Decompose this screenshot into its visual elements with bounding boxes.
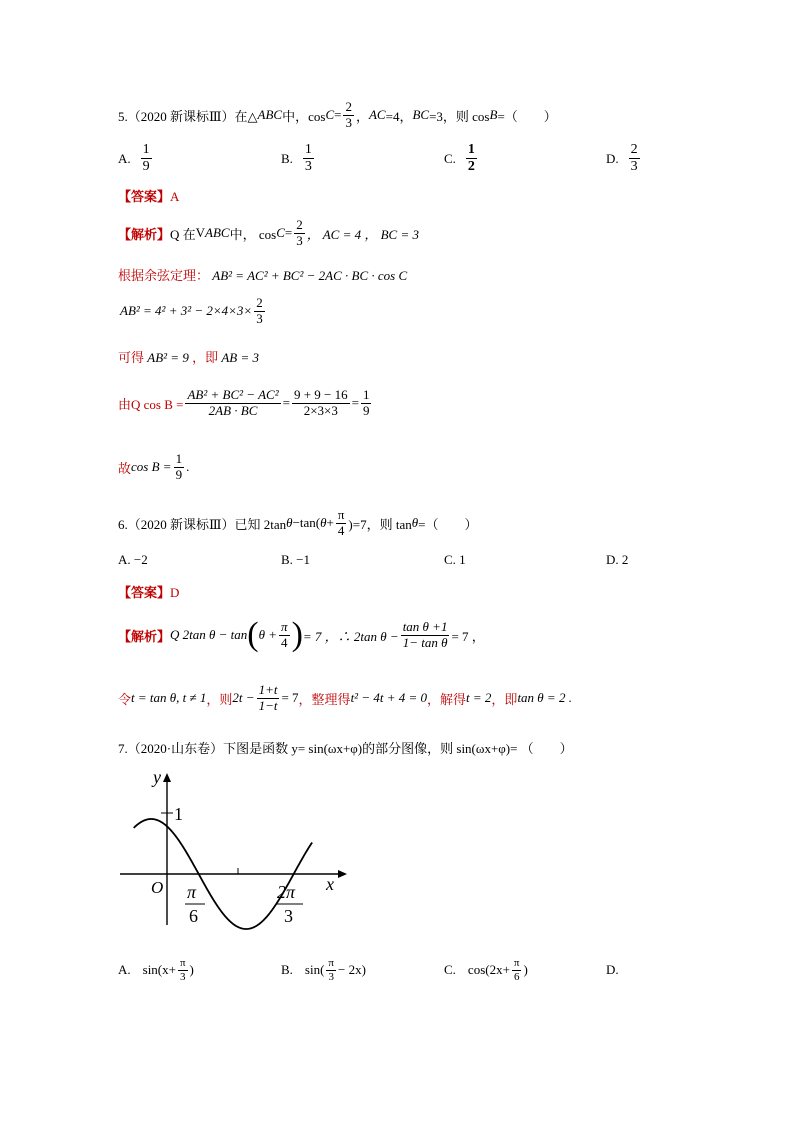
q7-stem	[118, 738, 573, 757]
q6-a2-label3: ，解得	[427, 691, 467, 707]
q7-tick1-den: 6	[189, 906, 198, 926]
q7-option-b-post: − 2x)	[337, 962, 366, 978]
q6-a2-label4: ，即	[491, 691, 518, 707]
q7-option-b[interactable]	[281, 957, 366, 983]
q5-analysis-line3	[120, 296, 267, 327]
q5-line4-mid: ，即	[192, 350, 219, 365]
q5-analysis-line6	[118, 452, 189, 483]
q5-stem-frac-den: 3	[345, 114, 352, 130]
q7-option-c-den: 6	[513, 970, 520, 983]
q5-option-b-num: 1	[303, 142, 314, 159]
q7-option-d[interactable]	[606, 962, 619, 978]
q5-stem-pre: 5.（2020 新课标Ⅲ）在△	[118, 108, 258, 124]
q6-a2-expr3: t² − 4t + 4 = 0	[350, 690, 428, 706]
q7-y-axis-arrow	[163, 773, 171, 782]
q6-a2-expr: t = tan θ, t ≠ 1	[131, 690, 207, 706]
q6-a2-res2: tan θ = 2 .	[517, 690, 572, 706]
q5-line6-label: 故	[118, 460, 132, 476]
q7-option-a-label: A.	[118, 962, 131, 978]
q6-option-c-label: C. 1	[444, 552, 466, 567]
q5-line2-label: 根据余弦定理：	[118, 268, 210, 283]
q6-a1-four: 4	[281, 634, 288, 650]
q7-option-b-label: B.	[281, 962, 293, 978]
q7-option-a-num: π	[179, 957, 186, 969]
q5-a1-rest: ， AC = 4 ， BC = 3	[306, 226, 420, 242]
q5-option-c-frac	[466, 142, 477, 175]
q5-a1-frac-num: 2	[296, 217, 303, 232]
q6-a1-frac2	[401, 620, 450, 651]
q6-option-b[interactable]	[281, 552, 310, 568]
q6-answer	[118, 582, 179, 601]
q5-line4-label: 可得	[118, 350, 145, 365]
q6-option-c[interactable]	[444, 552, 466, 568]
q5-option-b-frac	[303, 142, 314, 175]
q6-option-a-label: A. −2	[118, 552, 148, 567]
q5-a1-abc: ABC	[205, 225, 230, 241]
q6-a2-frac-num: 1+t	[258, 682, 278, 697]
q6-stem-theta2: θ	[320, 515, 327, 531]
q5-a1-c: C	[276, 225, 285, 241]
q5-option-d[interactable]	[606, 142, 642, 175]
q5-analysis-tag: 【解析】	[118, 226, 171, 242]
q5-option-d-num: 2	[629, 142, 640, 159]
q5-option-d-den: 3	[630, 159, 638, 175]
q5-line3-frac	[254, 296, 265, 327]
q7-option-a-post: )	[189, 962, 194, 978]
q6-stem	[118, 508, 477, 539]
q5-line3-frac-den: 3	[256, 310, 263, 326]
q7-option-c-frac	[512, 957, 522, 983]
q5-stem-frac	[343, 100, 354, 131]
q6-stem-tail: =（ ）	[418, 516, 478, 532]
q6-a1-frac2-den: 1− tan θ	[402, 634, 448, 650]
q5-option-a[interactable]	[118, 142, 154, 175]
q5-line4-res: AB = 3	[218, 350, 259, 365]
q5-line5-frac3	[361, 388, 372, 419]
q6-a2-res: t = 2	[466, 690, 492, 706]
q5-line6-end: .	[186, 459, 190, 475]
q6-a2-expr2: 2t −	[232, 690, 255, 706]
q6-option-d[interactable]	[606, 552, 628, 568]
q5-line6-frac-num: 1	[175, 451, 183, 466]
q5-option-b-den: 3	[304, 159, 312, 175]
q5-analysis-line4	[118, 347, 259, 366]
q5-a1-eq: =	[284, 225, 293, 241]
q5-line5-frac3-num: 1	[362, 387, 370, 402]
q7-option-a-den: 3	[180, 970, 186, 983]
q5-stem-bc: BC	[412, 107, 430, 123]
q7-x-axis-arrow	[338, 870, 347, 878]
q5-stem-ac: AC	[368, 107, 386, 123]
q5-a1-mid: 中， cos	[229, 226, 277, 242]
q5-stem	[118, 100, 557, 131]
q5-option-a-num: 1	[141, 142, 152, 159]
q6-stem-frac	[336, 508, 347, 539]
q6-option-d-label: D. 2	[606, 552, 629, 567]
q5-stem-b: B	[489, 107, 498, 123]
q5-line5-label: 由Q cos B =	[118, 396, 184, 412]
q5-option-c-den: 2	[467, 159, 475, 175]
q5-line5-frac1-den: 2AB · BC	[208, 402, 258, 418]
q5-stem-abc: ABC	[257, 107, 283, 123]
q6-a2-mid: ，则	[206, 691, 233, 707]
q6-answer-value: D	[170, 585, 180, 600]
q5-a1-pre: Q 在	[170, 226, 196, 242]
q5-option-a-label: A.	[118, 150, 131, 166]
q7-option-b-den: 3	[328, 970, 334, 983]
q5-line5-frac2	[292, 388, 350, 419]
q5-stem-c: C	[325, 107, 335, 123]
q5-stem-tail: =（ ）	[497, 108, 557, 124]
q5-line5-frac1-num: AB² + BC² − AC²	[187, 387, 279, 402]
q5-line5-frac3-den: 9	[362, 402, 370, 418]
q6-a2-label2: ，整理得	[298, 691, 351, 707]
q6-a1-frac2-num: tan θ +1	[402, 618, 448, 634]
q6-a2-eq: = 7	[281, 690, 299, 706]
q6-stem-theta: θ	[286, 515, 293, 531]
q5-answer-tag: 【答案】	[118, 189, 171, 204]
q5-line2-expr: AB² = AC² + BC² − 2AC · BC · cos C	[212, 268, 408, 283]
q5-option-a-den: 9	[142, 159, 150, 175]
q7-option-c-label: C.	[444, 962, 456, 978]
q5-line5-eq2: =	[351, 395, 359, 411]
q6-a1-lparen: (	[247, 616, 259, 653]
q5-stem-ac-val: =4，	[385, 108, 413, 124]
q5-analysis-line1	[118, 218, 419, 249]
q6-analysis-line2	[118, 683, 572, 714]
q5-stem-mid: 中，cos	[282, 108, 326, 124]
q5-stem-eq: =	[334, 107, 342, 123]
q6-a2-frac-den: 1−t	[258, 697, 278, 713]
q5-line3-expr: AB² = 4² + 3² − 2×4×3×	[120, 303, 253, 319]
q7-option-a[interactable]	[118, 957, 194, 983]
q5-line6-frac	[174, 452, 185, 483]
q5-a1-frac	[294, 218, 305, 249]
q5-analysis-line2	[118, 265, 407, 284]
q6-stem-theta3: θ	[411, 515, 419, 531]
q5-line5-frac2-den: 2×3×3	[303, 402, 338, 418]
q7-stem-text: 7.（2020·山东卷）下图是函数 y= sin(ωx+φ)的部分图像，则 sin(ωx+φ)= （ ）	[118, 741, 573, 756]
q7-option-c-post: )	[523, 962, 528, 978]
q6-stem-plus: +	[326, 515, 334, 531]
q5-line6-expr: cos B =	[131, 459, 172, 475]
q6-a1-frac1	[279, 620, 290, 651]
q5-option-d-label: D.	[606, 150, 619, 166]
q5-stem-bc-val: =3，则 cos	[429, 108, 490, 124]
q6-a1-pre: Q 2tan θ − tan	[170, 627, 248, 642]
q7-option-b-num: π	[328, 957, 334, 969]
q6-stem-post: )=7，则 tan	[348, 516, 412, 532]
q6-stem-four: 4	[337, 522, 345, 538]
q7-graph	[115, 765, 355, 935]
q6-analysis-tag: 【解析】	[118, 628, 171, 644]
q5-option-c-label: C.	[444, 150, 456, 166]
q7-option-c[interactable]	[444, 957, 528, 983]
q5-stem-frac-num: 2	[345, 99, 352, 114]
q7-one-label: 1	[174, 804, 183, 824]
q5-option-d-frac	[629, 142, 640, 175]
q7-option-c-num: π	[513, 957, 520, 969]
q7-option-b-pre: sin(	[304, 962, 325, 978]
q5-line3-frac-num: 2	[256, 295, 263, 310]
q6-option-b-label: B. −1	[281, 552, 311, 567]
q5-option-c[interactable]	[444, 142, 479, 175]
q7-option-c-pre: cos(2x+	[467, 962, 510, 978]
q7-tick2-den: 3	[284, 906, 293, 926]
q5-line5-frac2-num: 9 + 9 − 16	[293, 387, 348, 402]
q6-analysis-line1	[118, 618, 485, 652]
q7-option-a-frac	[178, 957, 188, 983]
q7-origin-label: O	[151, 878, 164, 897]
q5-option-b[interactable]	[281, 142, 316, 175]
q6-stem-mid: −tan(	[292, 515, 321, 531]
q5-answer	[118, 186, 179, 205]
q6-a1-in: θ +	[258, 627, 278, 642]
q5-line5-frac1	[185, 388, 280, 419]
q6-answer-tag: 【答案】	[118, 585, 171, 600]
q5-line5-eq: =	[282, 395, 290, 411]
q5-a1-frac-den: 3	[296, 232, 303, 248]
q7-y-label: y	[153, 767, 161, 787]
q7-tick2-num: 2π	[277, 882, 296, 902]
q5-stem-post: ，	[355, 108, 369, 124]
q6-a2-pre: 令	[118, 691, 132, 707]
q5-option-c-num: 1	[466, 142, 477, 159]
q5-analysis-line5	[118, 388, 373, 419]
q6-stem-pi: π	[337, 507, 345, 522]
q7-option-a-pre: sin(x+	[142, 962, 176, 978]
q5-line4-expr: AB² = 9	[144, 350, 193, 365]
q6-option-a[interactable]	[118, 552, 148, 568]
q7-tick1-num: π	[187, 882, 197, 902]
q7-option-b-frac	[326, 957, 336, 983]
q5-option-b-label: B.	[281, 150, 293, 166]
q6-stem-pre: 6.（2020 新课标Ⅲ）已知 2tan	[118, 516, 287, 532]
q6-a1-rparen: )	[291, 616, 303, 653]
q5-line6-frac-den: 9	[175, 466, 183, 482]
q5-answer-value: A	[170, 189, 180, 204]
q5-option-a-frac	[141, 142, 152, 175]
q6-a1-eq: = 7 ，∴ 2tan θ −	[302, 628, 399, 644]
q6-a1-end: = 7 ，	[451, 628, 485, 644]
q6-a2-frac	[257, 683, 280, 714]
q7-x-label: x	[326, 874, 334, 894]
q7-option-d-label: D.	[606, 962, 619, 977]
q6-a1-pi: π	[281, 618, 288, 634]
q5-a1-tri: V	[195, 225, 206, 241]
